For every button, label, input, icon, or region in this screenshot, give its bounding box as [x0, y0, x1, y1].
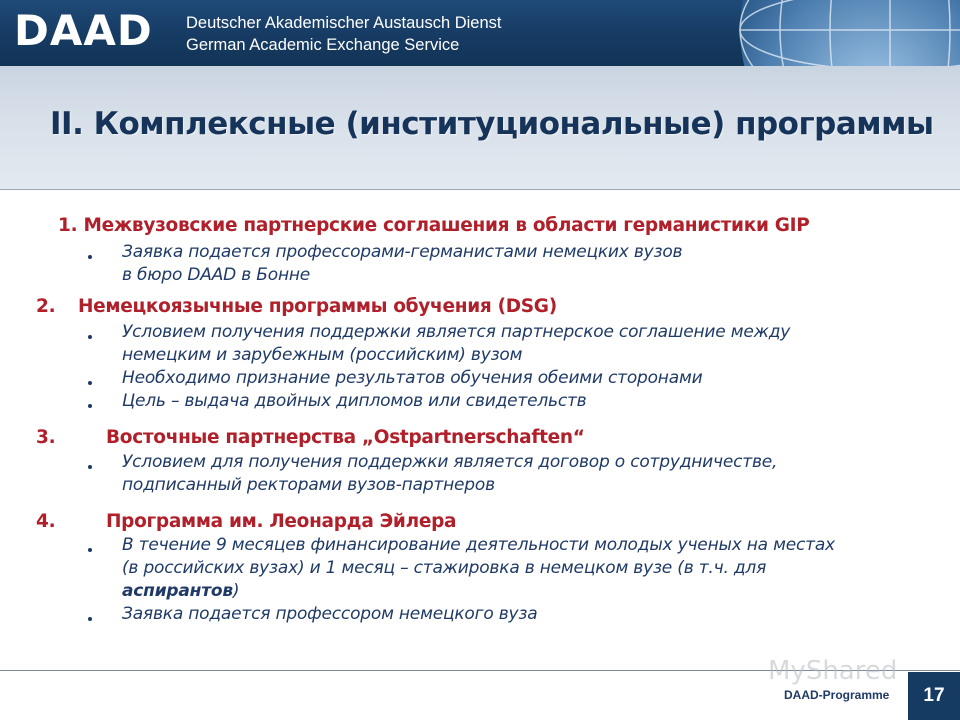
daad-logo: DAAD	[14, 6, 153, 55]
bullet-line: Заявка подается профессором немецкого вуза	[122, 604, 538, 624]
org-name-english: German Academic Exchange Service	[186, 36, 460, 54]
bullet-line: В течение 9 месяцев финансирование деятельности молодых ученых на местах	[122, 535, 835, 555]
organization-name	[186, 12, 502, 56]
program-heading-2	[36, 296, 557, 317]
bullet-text	[122, 603, 537, 626]
bullet-text	[122, 451, 777, 497]
footer-label: DAAD-Programme	[784, 688, 890, 702]
bullet-line: Условием для получения поддержки является договор о сотрудничестве,	[122, 452, 778, 472]
watermark: MyShared	[768, 656, 898, 686]
bullet-line: немецким и зарубежным (российским) вузом	[122, 345, 523, 365]
bullet-line: Условием получения поддержки является партнерское соглашение между	[122, 322, 791, 342]
item-number: 4.	[36, 511, 56, 532]
bullet-dot	[88, 255, 92, 259]
program-heading-1	[58, 215, 810, 236]
slide-title: II. Комплексные (институциональные) программы	[50, 106, 934, 142]
bullet-line: Цель – выдача двойных дипломов или свидетельств	[122, 391, 587, 411]
plain-text: )	[232, 581, 240, 601]
program-heading-3	[36, 427, 585, 448]
bullet-line: подписанный ректорами вузов-партнеров	[122, 475, 495, 495]
bullet-dot	[88, 335, 92, 339]
item-number: 1.	[58, 215, 78, 236]
item-heading-text: Немецкоязычные программы обучения (DSG)	[78, 296, 557, 317]
item-number: 3.	[36, 427, 56, 448]
item-number: 2.	[36, 296, 56, 317]
bullet-text	[122, 241, 682, 287]
bullet-dot	[88, 548, 92, 552]
globe-icon	[680, 0, 960, 66]
bullet-line	[122, 580, 835, 603]
page-number: 17	[908, 672, 960, 720]
bullet-dot	[88, 381, 92, 385]
bullet-text	[122, 534, 835, 603]
bullet-line: (в российских вузах) и 1 месяц – стажировка в немецком вузе (в т.ч. для	[122, 558, 767, 578]
item-heading-text: Межвузовские партнерские соглашения в области германистики GIP	[83, 215, 810, 236]
org-name-german: Deutscher Akademischer Austausch Dienst	[186, 14, 502, 32]
item-heading-text: Восточные партнерства „Ostpartnerschaften“	[106, 427, 585, 448]
bullet-text	[122, 390, 587, 413]
program-heading-4	[36, 511, 456, 532]
daad-header	[0, 0, 960, 66]
bullet-dot	[88, 465, 92, 469]
bullet-line: в бюро DAAD в Бонне	[122, 265, 311, 285]
bullet-dot	[88, 404, 92, 408]
bullet-text	[122, 321, 790, 367]
bold-text: аспирантов	[122, 581, 233, 601]
bullet-line: Заявка подается профессорами-германистами немецких вузов	[122, 242, 683, 262]
bullet-line: Необходимо признание результатов обучения обеими сторонами	[122, 368, 703, 388]
bullet-text	[122, 367, 702, 390]
bullet-dot	[88, 617, 92, 621]
item-heading-text: Программа им. Леонарда Эйлера	[106, 511, 457, 532]
